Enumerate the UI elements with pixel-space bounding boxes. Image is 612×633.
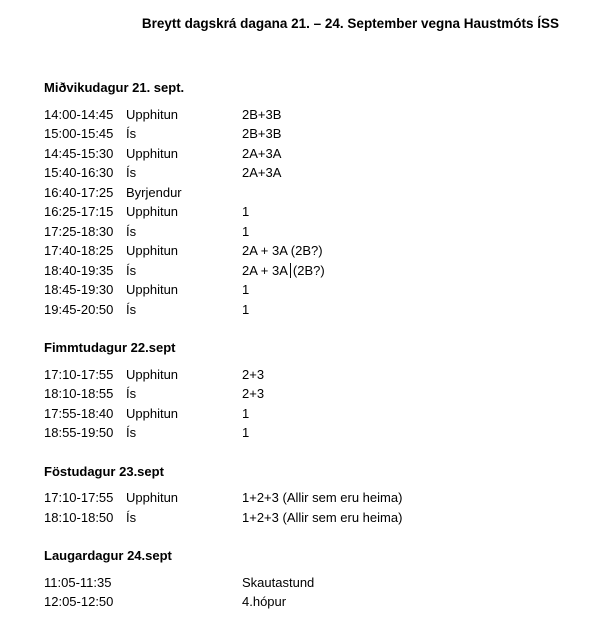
time-range: 17:40-18:25 (44, 243, 114, 258)
activity: Ís (126, 509, 137, 525)
time-range: 15:00-15:45 (44, 126, 114, 141)
group: 1+2+3 (Allir sem eru heima) (242, 509, 403, 525)
activity: Upphitun (126, 106, 179, 122)
group: 2+3 (242, 366, 265, 382)
group: 4.hópur (242, 594, 287, 609)
group: 1 (242, 204, 250, 219)
time-range: 15:40-16:30 (44, 165, 114, 180)
schedule-row (44, 202, 584, 222)
time-range: 18:45-19:30 (44, 282, 114, 297)
schedule-row (44, 261, 584, 281)
schedule-row (44, 404, 584, 424)
time-range: 12:05-12:50 (44, 594, 114, 609)
activity: Upphitun (126, 204, 179, 219)
schedule-row (44, 423, 584, 443)
day-section-wednesday (44, 78, 584, 319)
schedule-row (44, 508, 584, 528)
activity: Upphitun (126, 243, 179, 258)
activity: Ís (126, 425, 137, 440)
group: 1 (242, 425, 250, 440)
activity: Ís (126, 262, 137, 278)
day-section-friday (44, 462, 584, 528)
day-heading: Föstudagur 23.sept (44, 463, 164, 479)
group: Skautastund (242, 574, 315, 590)
group: 1+2+3 (Allir sem eru heima) (242, 490, 403, 505)
schedule-row (44, 105, 584, 125)
activity: Byrjendur (126, 184, 182, 200)
time-range: 18:55-19:50 (44, 425, 114, 440)
activity: Ís (126, 301, 137, 317)
time-range: 18:10-18:50 (44, 509, 114, 525)
day-heading: Fimmtudagur 22.sept (44, 340, 176, 355)
group: 2A+3A (242, 165, 282, 180)
schedule-row (44, 124, 584, 144)
text-cursor (290, 263, 291, 278)
time-range: 17:55-18:40 (44, 405, 114, 421)
activity: Ís (126, 126, 137, 141)
time-range: 14:45-15:30 (44, 145, 114, 161)
activity: Upphitun (126, 282, 179, 297)
time-range: 16:40-17:25 (44, 184, 114, 200)
schedule-row (44, 280, 584, 300)
group: 2+3 (242, 386, 265, 401)
day-section-thursday (44, 338, 584, 443)
time-range: 17:10-17:55 (44, 490, 114, 505)
day-heading: Miðvikudagur 21. sept. (44, 80, 185, 95)
group: 2B+3B (242, 126, 282, 141)
activity: Upphitun (126, 490, 179, 505)
group-main: 2A + 3A (242, 262, 288, 278)
schedule-row (44, 300, 584, 320)
day-section-saturday (44, 546, 584, 612)
activity: Upphitun (126, 366, 179, 382)
schedule-row (44, 241, 584, 261)
activity: Ís (126, 386, 137, 401)
time-range: 18:40-19:35 (44, 262, 114, 278)
schedule-row (44, 592, 584, 612)
time-range: 14:00-14:45 (44, 106, 114, 122)
schedule-row (44, 384, 584, 404)
schedule-row (44, 365, 584, 385)
time-range: 11:05-11:35 (44, 574, 112, 590)
schedule-row (44, 488, 584, 508)
schedule-row (44, 222, 584, 242)
group-suffix: (2B?) (292, 262, 325, 278)
group: 2A + 3A (2B?) (242, 243, 323, 258)
schedule-row (44, 163, 584, 183)
time-range: 16:25-17:15 (44, 204, 114, 219)
group: 1 (242, 282, 250, 297)
time-range: 17:10-17:55 (44, 366, 114, 382)
time-range: 17:25-18:30 (44, 223, 114, 239)
schedule-row (44, 144, 584, 164)
group (242, 261, 325, 281)
time-range: 19:45-20:50 (44, 301, 114, 317)
activity: Ís (126, 223, 137, 239)
activity: Ís (126, 165, 137, 180)
schedule-content (44, 78, 584, 631)
activity: Upphitun (126, 145, 179, 161)
time-range: 18:10-18:55 (44, 386, 114, 401)
group: 2B+3B (242, 106, 282, 122)
schedule-row (44, 573, 584, 593)
day-heading: Laugardagur 24.sept (44, 548, 172, 563)
group: 1 (242, 405, 250, 421)
document-title: Breytt dagskrá dagana 21. – 24. September vegna Haustmóts ÍSS (141, 16, 559, 31)
group: 1 (242, 223, 250, 239)
group: 2A+3A (242, 145, 282, 161)
group: 1 (242, 301, 250, 317)
activity: Upphitun (126, 405, 179, 421)
schedule-row (44, 183, 584, 203)
